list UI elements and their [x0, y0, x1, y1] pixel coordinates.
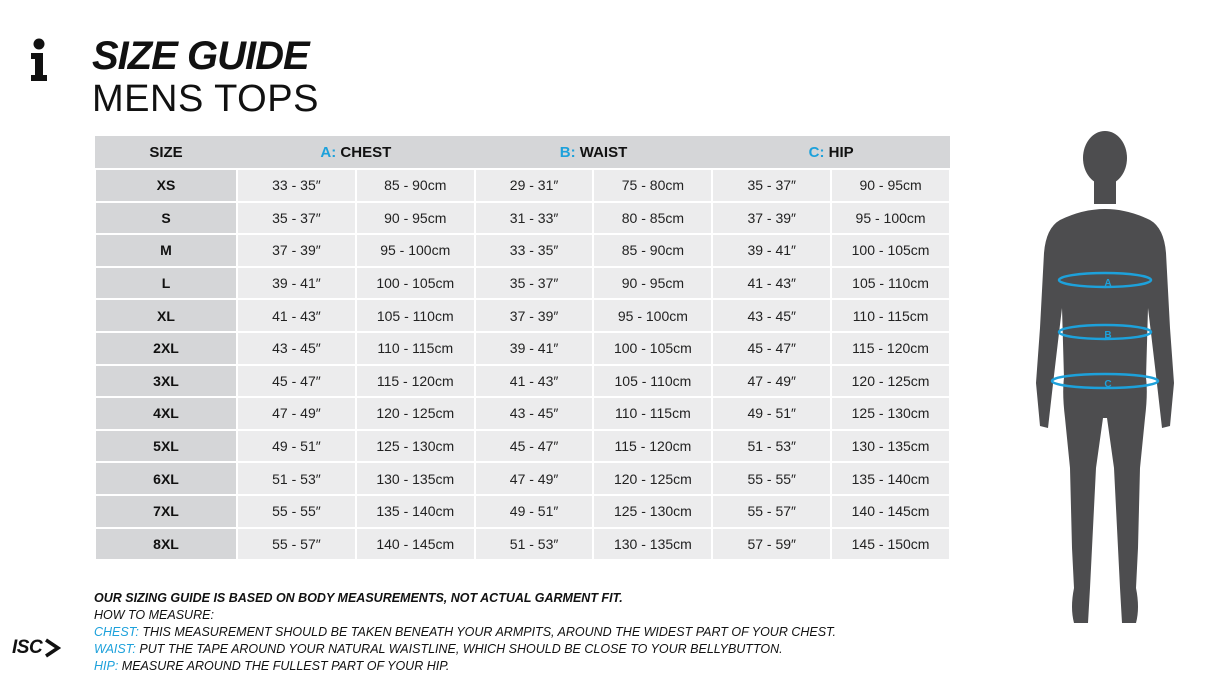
- measurement-cell: 49 - 51″: [475, 495, 594, 528]
- chest-instruction-label: CHEST:: [94, 625, 139, 639]
- measurement-cell: 120 - 125cm: [356, 397, 475, 430]
- size-cell: 7XL: [95, 495, 237, 528]
- chest-column-header: [237, 136, 475, 169]
- measurement-cell: 105 - 110cm: [356, 299, 475, 332]
- waist-instruction-text: PUT THE TAPE AROUND YOUR NATURAL WAISTLINE, WHICH SHOULD BE CLOSE TO YOUR BELLYBUTTON.: [139, 642, 783, 656]
- measurement-cell: 105 - 110cm: [831, 267, 950, 300]
- table-row: [95, 462, 950, 495]
- measurement-cell: 125 - 130cm: [593, 495, 712, 528]
- measurement-cell: 95 - 100cm: [831, 202, 950, 235]
- measurement-cell: 130 - 135cm: [356, 462, 475, 495]
- measurement-cell: 110 - 115cm: [593, 397, 712, 430]
- measurement-cell: 39 - 41″: [712, 234, 831, 267]
- measurement-cell: 115 - 120cm: [831, 332, 950, 365]
- measurement-cell: 125 - 130cm: [356, 430, 475, 463]
- waist-letter: B:: [559, 143, 576, 161]
- measurement-cell: 31 - 33″: [475, 202, 594, 235]
- measurement-cell: 47 - 49″: [475, 462, 594, 495]
- measurement-cell: 95 - 100cm: [593, 299, 712, 332]
- size-cell: 6XL: [95, 462, 237, 495]
- page-title: SIZE GUIDE: [92, 34, 309, 78]
- measurement-cell: 45 - 47″: [712, 332, 831, 365]
- measurement-cell: 35 - 37″: [475, 267, 594, 300]
- chest-label: CHEST: [340, 143, 392, 161]
- measurement-cell: 33 - 35″: [237, 169, 356, 202]
- measurement-cell: 110 - 115cm: [356, 332, 475, 365]
- measurement-cell: 90 - 95cm: [356, 202, 475, 235]
- measurement-cell: 140 - 145cm: [831, 495, 950, 528]
- measurement-cell: 43 - 45″: [475, 397, 594, 430]
- hip-instruction-label: HIP:: [94, 659, 119, 673]
- size-cell: M: [95, 234, 237, 267]
- measurement-cell: 49 - 51″: [712, 397, 831, 430]
- table-row: [95, 495, 950, 528]
- table-header-row: [95, 136, 950, 169]
- size-table: [94, 136, 951, 561]
- table-row: [95, 202, 950, 235]
- table-row: [95, 430, 950, 463]
- measurement-cell: 120 - 125cm: [593, 462, 712, 495]
- sizing-disclaimer: OUR SIZING GUIDE IS BASED ON BODY MEASUREMENTS, NOT ACTUAL GARMENT FIT.: [94, 591, 623, 605]
- table-row: [95, 267, 950, 300]
- measurement-cell: 105 - 110cm: [593, 365, 712, 398]
- hip-label: HIP: [828, 143, 854, 161]
- hip-column-header: [712, 136, 950, 169]
- measurement-cell: 45 - 47″: [237, 365, 356, 398]
- measurement-cell: 45 - 47″: [475, 430, 594, 463]
- hip-instruction-text: MEASURE AROUND THE FULLEST PART OF YOUR HIP.: [121, 659, 450, 673]
- measurement-cell: 51 - 53″: [475, 528, 594, 561]
- measurement-cell: 115 - 120cm: [593, 430, 712, 463]
- table-row: [95, 234, 950, 267]
- size-cell: L: [95, 267, 237, 300]
- measurement-cell: 110 - 115cm: [831, 299, 950, 332]
- measurement-cell: 140 - 145cm: [356, 528, 475, 561]
- measurement-cell: 100 - 105cm: [593, 332, 712, 365]
- measurement-cell: 130 - 135cm: [831, 430, 950, 463]
- brand-logo-text: ISC: [12, 637, 43, 658]
- page-subtitle: MENS TOPS: [92, 78, 319, 120]
- table-row: [95, 528, 950, 561]
- measurement-cell: 55 - 55″: [237, 495, 356, 528]
- hip-letter: C:: [808, 143, 825, 161]
- size-cell: S: [95, 202, 237, 235]
- measurement-cell: 75 - 80cm: [593, 169, 712, 202]
- brand-logo: [12, 637, 61, 659]
- waist-marker-b: B: [1104, 330, 1112, 341]
- measurement-cell: 33 - 35″: [475, 234, 594, 267]
- measurement-cell: 41 - 43″: [475, 365, 594, 398]
- measurement-cell: 125 - 130cm: [831, 397, 950, 430]
- measurement-cell: 130 - 135cm: [593, 528, 712, 561]
- measurement-cell: 85 - 90cm: [593, 234, 712, 267]
- measurement-cell: 49 - 51″: [237, 430, 356, 463]
- measurement-cell: 57 - 59″: [712, 528, 831, 561]
- chest-marker-a: A: [1104, 278, 1112, 289]
- info-icon: [28, 38, 50, 82]
- measurement-cell: 51 - 53″: [712, 430, 831, 463]
- measurement-cell: 37 - 39″: [712, 202, 831, 235]
- measurement-cell: 55 - 55″: [712, 462, 831, 495]
- measurement-cell: 29 - 31″: [475, 169, 594, 202]
- measurement-cell: 145 - 150cm: [831, 528, 950, 561]
- play-arrow-icon: [43, 638, 61, 658]
- measurement-cell: 37 - 39″: [475, 299, 594, 332]
- measurement-cell: 41 - 43″: [237, 299, 356, 332]
- size-cell: 8XL: [95, 528, 237, 561]
- measurement-cell: 95 - 100cm: [356, 234, 475, 267]
- how-to-measure-heading: HOW TO MEASURE:: [94, 608, 214, 622]
- table-row: [95, 397, 950, 430]
- chest-letter: A:: [320, 143, 337, 161]
- measurement-cell: 135 - 140cm: [356, 495, 475, 528]
- measurement-cell: 43 - 45″: [237, 332, 356, 365]
- measurement-cell: 135 - 140cm: [831, 462, 950, 495]
- measurement-cell: 100 - 105cm: [356, 267, 475, 300]
- size-cell: 5XL: [95, 430, 237, 463]
- measurement-cell: 55 - 57″: [712, 495, 831, 528]
- measurement-cell: 35 - 37″: [237, 202, 356, 235]
- waist-instruction: [94, 641, 954, 658]
- hip-marker-c: C: [1104, 379, 1112, 390]
- table-row: [95, 299, 950, 332]
- measurement-cell: 100 - 105cm: [831, 234, 950, 267]
- table-row: [95, 365, 950, 398]
- measurement-cell: 35 - 37″: [712, 169, 831, 202]
- measurement-notes: [94, 590, 954, 675]
- size-cell: 3XL: [95, 365, 237, 398]
- chest-instruction-text: THIS MEASUREMENT SHOULD BE TAKEN BENEATH YOUR ARMPITS, AROUND THE WIDEST PART OF YOUR CHEST.: [142, 625, 837, 639]
- body-silhouette: [1030, 128, 1180, 633]
- chest-instruction: [94, 624, 954, 641]
- size-column-header: SIZE: [95, 136, 237, 169]
- measurement-cell: 41 - 43″: [712, 267, 831, 300]
- measurement-cell: 47 - 49″: [712, 365, 831, 398]
- size-cell: 2XL: [95, 332, 237, 365]
- waist-label: WAIST: [579, 143, 628, 161]
- measurement-cell: 90 - 95cm: [593, 267, 712, 300]
- measurement-cell: 120 - 125cm: [831, 365, 950, 398]
- measurement-cell: 80 - 85cm: [593, 202, 712, 235]
- size-cell: XS: [95, 169, 237, 202]
- size-cell: 4XL: [95, 397, 237, 430]
- measurement-cell: 85 - 90cm: [356, 169, 475, 202]
- measurement-cell: 55 - 57″: [237, 528, 356, 561]
- table-body: [95, 169, 950, 560]
- table-row: [95, 169, 950, 202]
- hip-instruction: [94, 658, 954, 675]
- table-row: [95, 332, 950, 365]
- measurement-cell: 43 - 45″: [712, 299, 831, 332]
- measurement-cell: 39 - 41″: [475, 332, 594, 365]
- measurement-cell: 115 - 120cm: [356, 365, 475, 398]
- size-cell: XL: [95, 299, 237, 332]
- waist-instruction-label: WAIST:: [94, 642, 136, 656]
- waist-column-header: [475, 136, 713, 169]
- measurement-cell: 51 - 53″: [237, 462, 356, 495]
- measurement-cell: 37 - 39″: [237, 234, 356, 267]
- measurement-cell: 47 - 49″: [237, 397, 356, 430]
- measurement-cell: 90 - 95cm: [831, 169, 950, 202]
- measurement-cell: 39 - 41″: [237, 267, 356, 300]
